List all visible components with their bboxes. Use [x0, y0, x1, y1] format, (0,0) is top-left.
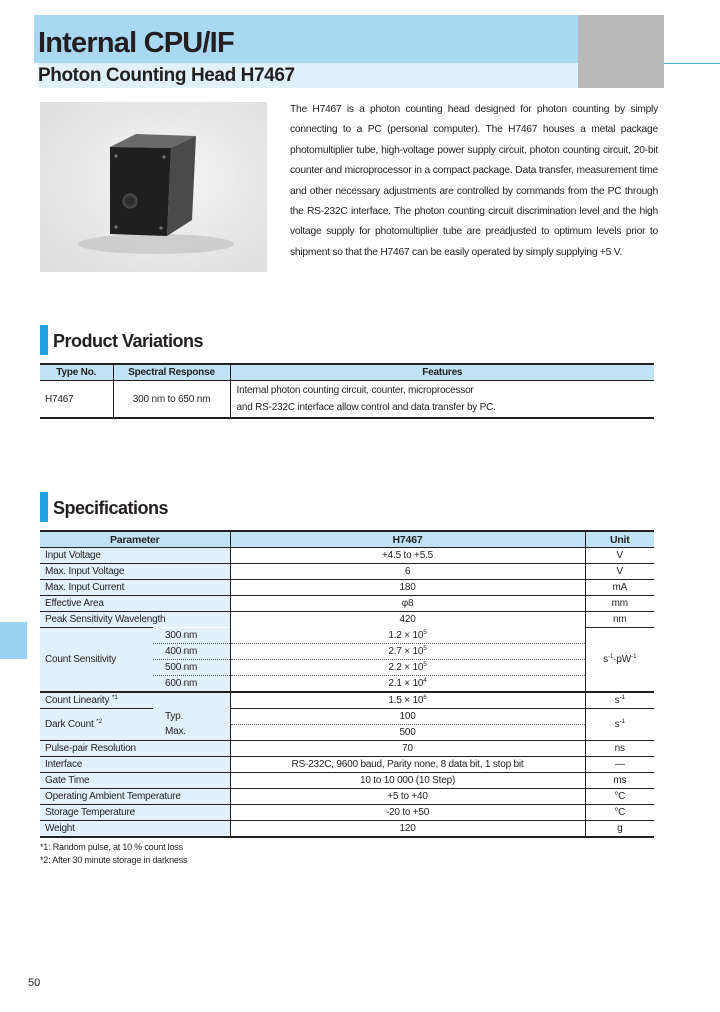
param-value: [230, 659, 585, 675]
table-row: [40, 708, 654, 724]
param-label: Input Voltage: [40, 548, 230, 564]
value-exponent: 5: [423, 628, 427, 636]
typ-label: Typ.: [153, 708, 230, 724]
photon-counting-head-image: [40, 102, 267, 272]
col-features: Features: [230, 364, 654, 381]
value-exponent: 5: [423, 660, 427, 668]
col-unit: Unit: [585, 531, 654, 548]
page-subtitle: Photon Counting Head H7467: [38, 65, 295, 86]
wavelength-label: 300 nm: [153, 628, 230, 644]
table-row: [40, 804, 654, 820]
param-value: [230, 692, 585, 709]
param-unit: mA: [585, 580, 654, 596]
wavelength-label: 600 nm: [153, 675, 230, 692]
param-value: 120: [230, 820, 585, 837]
section-marker: [40, 492, 48, 522]
param-unit: mm: [585, 596, 654, 612]
param-unit: °C: [585, 804, 654, 820]
page-title: Internal CPU/IF: [38, 27, 234, 59]
param-unit: g: [585, 820, 654, 837]
param-value: 500: [230, 724, 585, 740]
param-label: Max. Input Voltage: [40, 564, 230, 580]
value-mantissa: 2.1 × 10: [388, 677, 424, 689]
param-label: Operating Ambient Temperature: [40, 788, 230, 804]
header-gray-block: [578, 15, 664, 88]
product-variations-heading: Product Variations: [53, 331, 204, 351]
intro-paragraph: The H7467 is a photon counting head designed for photon counting by simply connecting to a PC (personal computer). The H7467 houses a metal package photomultiplier tube, high-voltage power supply circuit, photon counting circuit, 20-bit counter and microprocessor in a compact package. Data transfer, measurement time and other necessary adjustments are controlled by commands from the PC through the RS-232C interface. The photon counting circuit discrimination level and the high voltage supply for photomultiplier tube are preadjusted to optimum levels prior to shipment so that the H7467 can be easily operated by simply supplying +5 V.: [290, 104, 658, 258]
param-unit: [585, 708, 654, 740]
specifications-heading: Specifications: [53, 498, 169, 518]
footnote-ref: *2: [96, 717, 102, 725]
footnote-1: *1: Random pulse, at 10 % count loss: [40, 842, 183, 852]
param-unit: nm: [585, 612, 654, 628]
param-label: Count Sensitivity: [40, 628, 153, 692]
features-cell: [230, 381, 654, 419]
param-label: [40, 708, 153, 740]
param-unit: [585, 628, 654, 692]
label-text: Dark Count: [45, 718, 94, 730]
param-label: Peak Sensitivity Wavelength: [40, 612, 230, 628]
type-no-cell: H7467: [40, 381, 113, 419]
footnote-2: *2: After 30 minute storage in darkness: [40, 855, 188, 865]
param-value: 180: [230, 580, 585, 596]
param-label: Max. Input Current: [40, 580, 230, 596]
unit-exponent: -1: [619, 693, 625, 701]
table-row: [40, 580, 654, 596]
table-row: [40, 612, 654, 628]
table-row: [40, 381, 654, 419]
unit-mid: ·pW: [613, 653, 632, 665]
param-value: [230, 643, 585, 659]
param-value: 70: [230, 740, 585, 756]
unit-base: s: [614, 718, 620, 730]
param-unit: V: [585, 564, 654, 580]
param-value: -20 to +50: [230, 804, 585, 820]
param-label: Effective Area: [40, 596, 230, 612]
table-row: [40, 820, 654, 837]
param-unit: [585, 692, 654, 709]
param-label: Gate Time: [40, 772, 230, 788]
param-value: +5 to +40: [230, 788, 585, 804]
col-type-no: Type No.: [40, 364, 113, 381]
section-marker: [40, 325, 48, 355]
unit-base: s: [603, 653, 608, 665]
param-label: Pulse-pair Resolution: [40, 740, 230, 756]
table-row: [40, 564, 654, 580]
param-value: RS-232C, 9600 baud, Parity none, 8 data bit, 1 stop bit: [230, 756, 585, 772]
param-unit: °C: [585, 788, 654, 804]
wavelength-label: 400 nm: [153, 643, 230, 659]
param-label: Weight: [40, 820, 230, 837]
param-value: φ8: [230, 596, 585, 612]
table-row: [40, 756, 654, 772]
param-value: 100: [230, 708, 585, 724]
value-exponent: 6: [423, 693, 427, 701]
param-value: [230, 628, 585, 644]
value-mantissa: 2.2 × 10: [388, 661, 424, 673]
table-row: [40, 772, 654, 788]
param-value: [230, 675, 585, 692]
param-value: 10 to 10 000 (10 Step): [230, 772, 585, 788]
param-unit: ms: [585, 772, 654, 788]
max-label: Max.: [153, 724, 230, 740]
param-value: +4.5 to +5.5: [230, 548, 585, 564]
unit-base: s: [614, 694, 620, 706]
param-label: Interface: [40, 756, 230, 772]
header-rule: [664, 63, 720, 64]
unit-exponent: -1: [607, 652, 614, 660]
table-row: [40, 740, 654, 756]
page-number: 50: [28, 977, 41, 989]
value-mantissa: 1.5 × 10: [388, 694, 424, 706]
param-label: Storage Temperature: [40, 804, 230, 820]
side-tab: [0, 622, 27, 659]
wavelength-label: 500 nm: [153, 659, 230, 675]
unit-exponent: -1: [631, 652, 637, 660]
spectral-response-cell: 300 nm to 650 nm: [113, 381, 230, 419]
product-photo: [40, 102, 267, 272]
col-parameter: Parameter: [40, 531, 230, 548]
col-spectral-response: Spectral Response: [113, 364, 230, 381]
table-row: [40, 692, 654, 709]
label-text: Count Linearity: [45, 694, 110, 706]
param-value: 6: [230, 564, 585, 580]
value-mantissa: 2.7 × 10: [388, 645, 424, 657]
features-line: Internal photon counting circuit, counter, microprocessor: [236, 385, 474, 396]
value-mantissa: 1.2 × 10: [388, 629, 424, 641]
param-label: [40, 692, 230, 709]
param-unit: V: [585, 548, 654, 564]
specifications-table: [40, 530, 654, 838]
param-value: 420: [230, 612, 585, 628]
table-row: [40, 788, 654, 804]
value-exponent: 4: [423, 676, 427, 684]
footnote-ref: *1: [111, 693, 118, 701]
table-row: [40, 596, 654, 612]
table-row: [40, 628, 654, 644]
param-unit: —: [585, 756, 654, 772]
unit-exponent: -1: [619, 717, 625, 725]
features-line: and RS-232C interface allow control and data transfer by PC.: [236, 402, 496, 413]
param-unit: ns: [585, 740, 654, 756]
subtitle-band: [38, 63, 578, 88]
table-row: [40, 548, 654, 564]
product-variations-table: [40, 363, 654, 419]
value-exponent: 5: [423, 644, 427, 652]
col-h7467: H7467: [230, 531, 585, 548]
